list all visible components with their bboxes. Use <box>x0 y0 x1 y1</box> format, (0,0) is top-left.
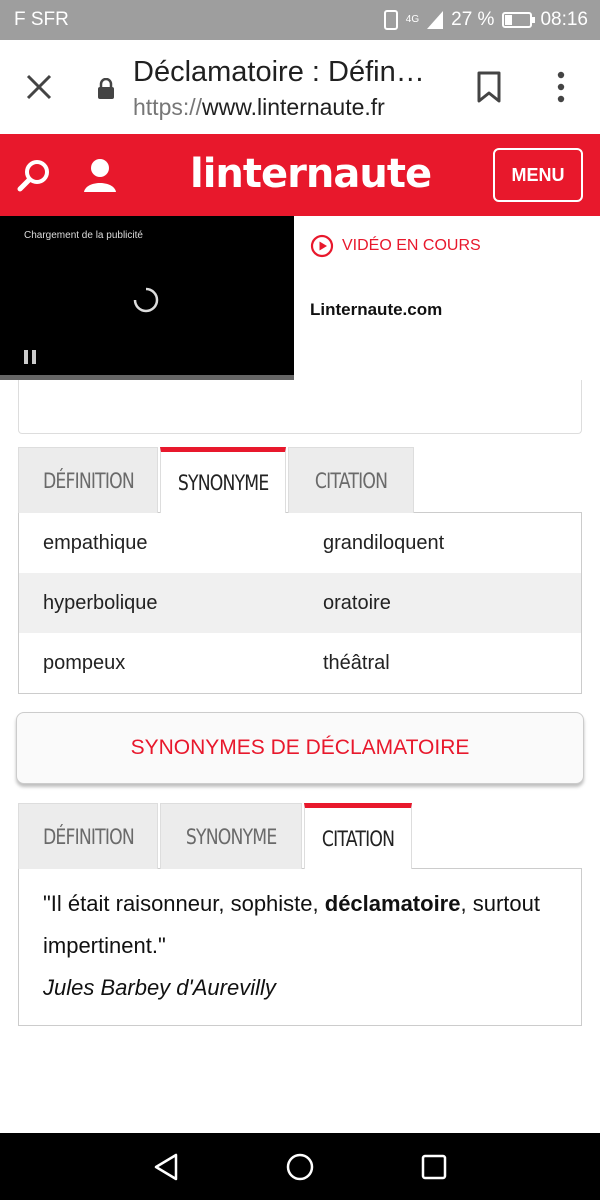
tab-citation[interactable]: CITATION <box>304 803 412 869</box>
video-source: Linternaute.com <box>310 300 443 319</box>
tab-bar <box>18 803 582 869</box>
battery-fill <box>505 15 512 25</box>
citation-author[interactable]: Jules Barbey d'Aurevilly <box>43 975 276 1000</box>
more-vert-icon[interactable] <box>546 68 576 106</box>
nav-home-icon[interactable] <box>284 1151 316 1183</box>
synonym-link[interactable]: grandiloquent <box>323 531 445 554</box>
lock-icon <box>96 78 116 100</box>
synonym-link[interactable]: oratoire <box>323 591 391 614</box>
pause-icon[interactable] <box>24 350 36 364</box>
site-header <box>0 134 600 216</box>
tab-synonyme[interactable]: SYNONYME <box>160 803 302 869</box>
url-host: www.linternaute.fr <box>202 94 385 120</box>
page-title[interactable]: Déclamatoire : Défin… <box>133 56 425 88</box>
ad-loading-text: Chargement de la publicité <box>24 230 143 241</box>
battery-icon <box>502 12 532 28</box>
quote-keyword: déclamatoire <box>324 891 461 916</box>
synonyms-panel <box>18 512 582 694</box>
card-bottom <box>18 380 582 434</box>
vibrate-icon <box>384 10 398 30</box>
video-player[interactable] <box>0 216 294 380</box>
signal-icon <box>427 11 443 29</box>
carrier-label: F SFR <box>14 9 69 30</box>
search-icon[interactable] <box>14 156 54 196</box>
now-playing[interactable] <box>310 234 481 258</box>
navigation-bar <box>0 1133 600 1200</box>
clock: 08:16 <box>540 9 588 30</box>
status-icons <box>384 9 588 31</box>
close-icon[interactable] <box>22 70 56 104</box>
tab-synonyme[interactable]: SYNONYME <box>160 447 286 513</box>
citation-text <box>19 869 581 1025</box>
synonym-link[interactable]: hyperbolique <box>43 591 158 614</box>
network-type: 4G <box>405 14 420 25</box>
citation-block <box>18 803 582 1026</box>
table-row <box>19 633 581 693</box>
site-logo[interactable]: linternaute <box>190 151 432 197</box>
battery-percent: 27 % <box>451 9 495 30</box>
tab-definition[interactable]: DÉFINITION <box>18 803 158 869</box>
synonyms-block <box>18 447 582 694</box>
user-icon[interactable] <box>80 156 120 196</box>
video-info <box>294 216 600 380</box>
play-circle-icon <box>310 234 334 258</box>
table-row <box>19 573 581 633</box>
tab-citation[interactable]: CITATION <box>288 447 414 513</box>
quote-part: , surtout impertinent." <box>43 891 540 958</box>
url-scheme: https:// <box>133 94 203 120</box>
nav-recent-icon[interactable] <box>420 1153 448 1181</box>
synonym-link[interactable]: théâtral <box>323 651 390 674</box>
browser-toolbar <box>0 40 600 134</box>
nav-back-icon[interactable] <box>150 1151 182 1183</box>
quote-part: "Il était raisonneur, sophiste, <box>43 891 325 916</box>
now-playing-label: VIDÉO EN COURS <box>342 237 481 254</box>
synonym-link[interactable]: pompeux <box>43 651 126 674</box>
tab-bar <box>18 447 582 513</box>
citation-panel <box>18 868 582 1026</box>
synonym-link[interactable]: empathique <box>43 531 148 554</box>
status-bar <box>0 0 600 40</box>
loading-spinner-icon <box>132 286 160 314</box>
menu-button[interactable]: MENU <box>493 148 583 202</box>
bookmark-icon[interactable] <box>474 70 504 104</box>
page-url[interactable] <box>133 94 385 121</box>
table-row <box>19 513 581 573</box>
all-synonyms-button[interactable]: SYNONYMES DE DÉCLAMATOIRE <box>16 712 584 784</box>
tab-definition[interactable]: DÉFINITION <box>18 447 158 513</box>
